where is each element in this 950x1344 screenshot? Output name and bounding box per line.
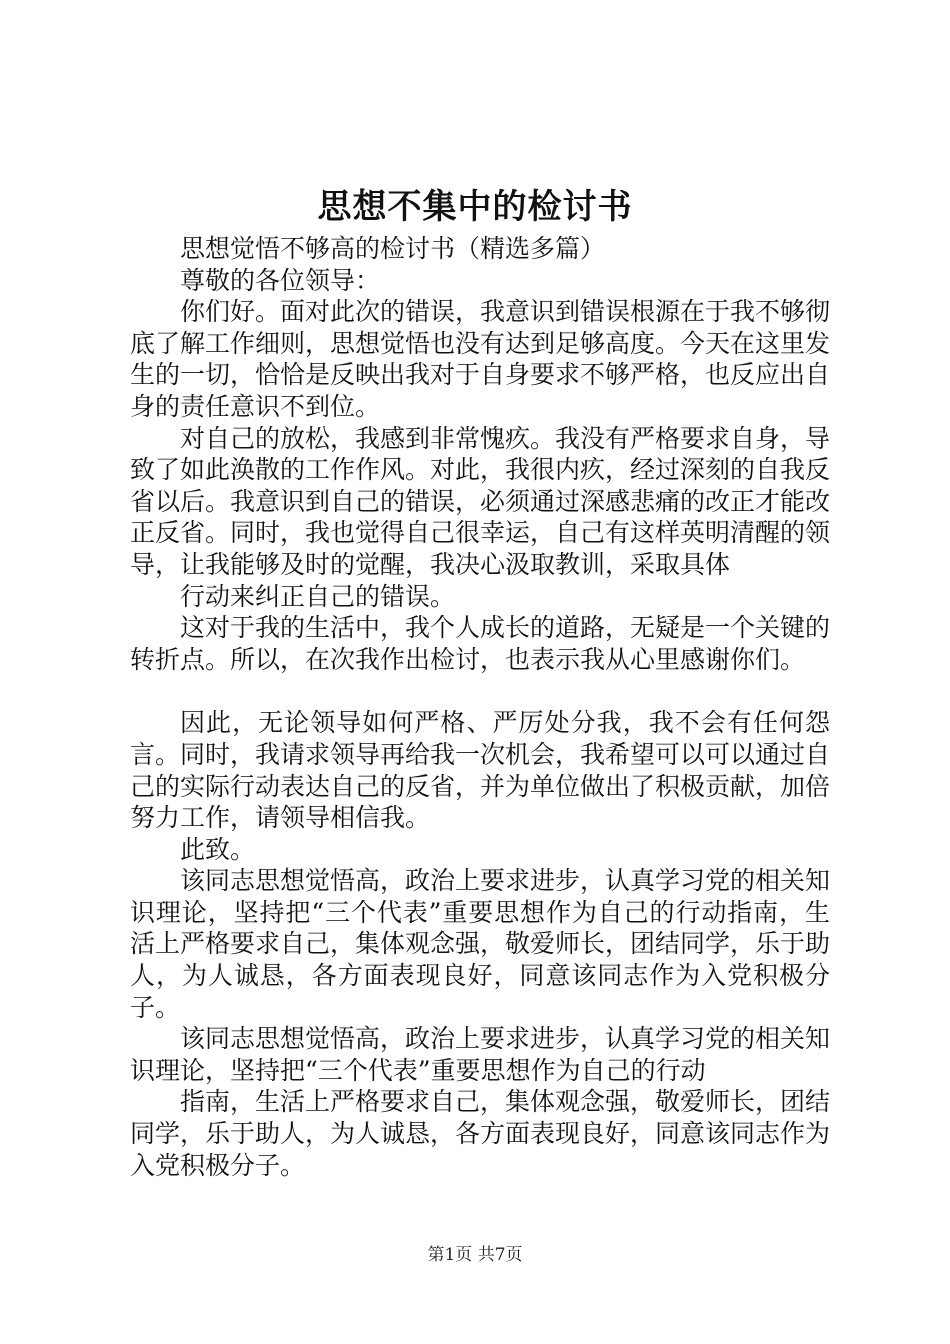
paragraph-body: 该同志思想觉悟高，政治上要求进步，认真学习党的相关知识理论，坚持把“三个代表”重要思想作为自己的行动 — [130, 1024, 831, 1085]
page-footer: 第1页 共7页 — [427, 1245, 523, 1265]
paragraph-body: 你们好。面对此次的错误，我意识到错误根源在于我不够彻底了解工作细则，思想觉悟也没有达到足够高度。今天在这里发生的一切，恰恰是反映出我对于自身要求不够严格，也反应出自身的责任意识不到位。 — [130, 297, 831, 421]
paragraph-salutation: 尊敬的各位领导： — [180, 265, 381, 295]
paragraph-closing: 此致。 — [180, 834, 256, 864]
paragraph-body: 指南，生活上严格要求自己，集体观念强，敬爱师长，团结同学，乐于助人，为人诚恳，各方面表现良好，同意该同志作为入党积极分子。 — [130, 1087, 831, 1180]
blank-line — [130, 675, 830, 707]
paragraph-body: 因此，无论领导如何严格、严厉处分我，我不会有任何怨言。同时，我请求领导再给我一次机会，我希望可以可以通过自己的实际行动表达自己的反省，并为单位做出了积极贡献，加倍努力工作，请领导相信我。 — [130, 708, 831, 833]
document-title: 思想不集中的检讨书 — [317, 187, 633, 227]
paragraph-body: 这对于我的生活中，我个人成长的道路，无疑是一个关键的转折点。所以，在次我作出检讨，也表示我从心里感谢你们。 — [130, 613, 831, 674]
paragraph-body: 该同志思想觉悟高，政治上要求进步，认真学习党的相关知识理论，坚持把“三个代表”重要思想作为自己的行动指南，生活上严格要求自己，集体观念强，敬爱师长，团结同学，乐于助人，为人诚恳，各方面表现良好，同意该同志作为入党积极分子。 — [130, 866, 831, 1022]
document-body — [130, 233, 830, 1181]
paragraph-body: 行动来纠正自己的错误。 — [180, 581, 456, 611]
paragraph-subtitle: 思想觉悟不够高的检讨书（精选多篇） — [180, 234, 606, 263]
paragraph-body: 对自己的放松，我感到非常愧疚。我没有严格要求自身，导致了如此涣散的工作作风。对此，我很内疚，经过深刻的自我反省以后。我意识到自己的错误，必须通过深感悲痛的改正才能改正反省。同时，我也觉得自己很幸运，自己有这样英明清醒的领导，让我能够及时的觉醒，我决心汲取教训，采取具体 — [130, 423, 831, 579]
